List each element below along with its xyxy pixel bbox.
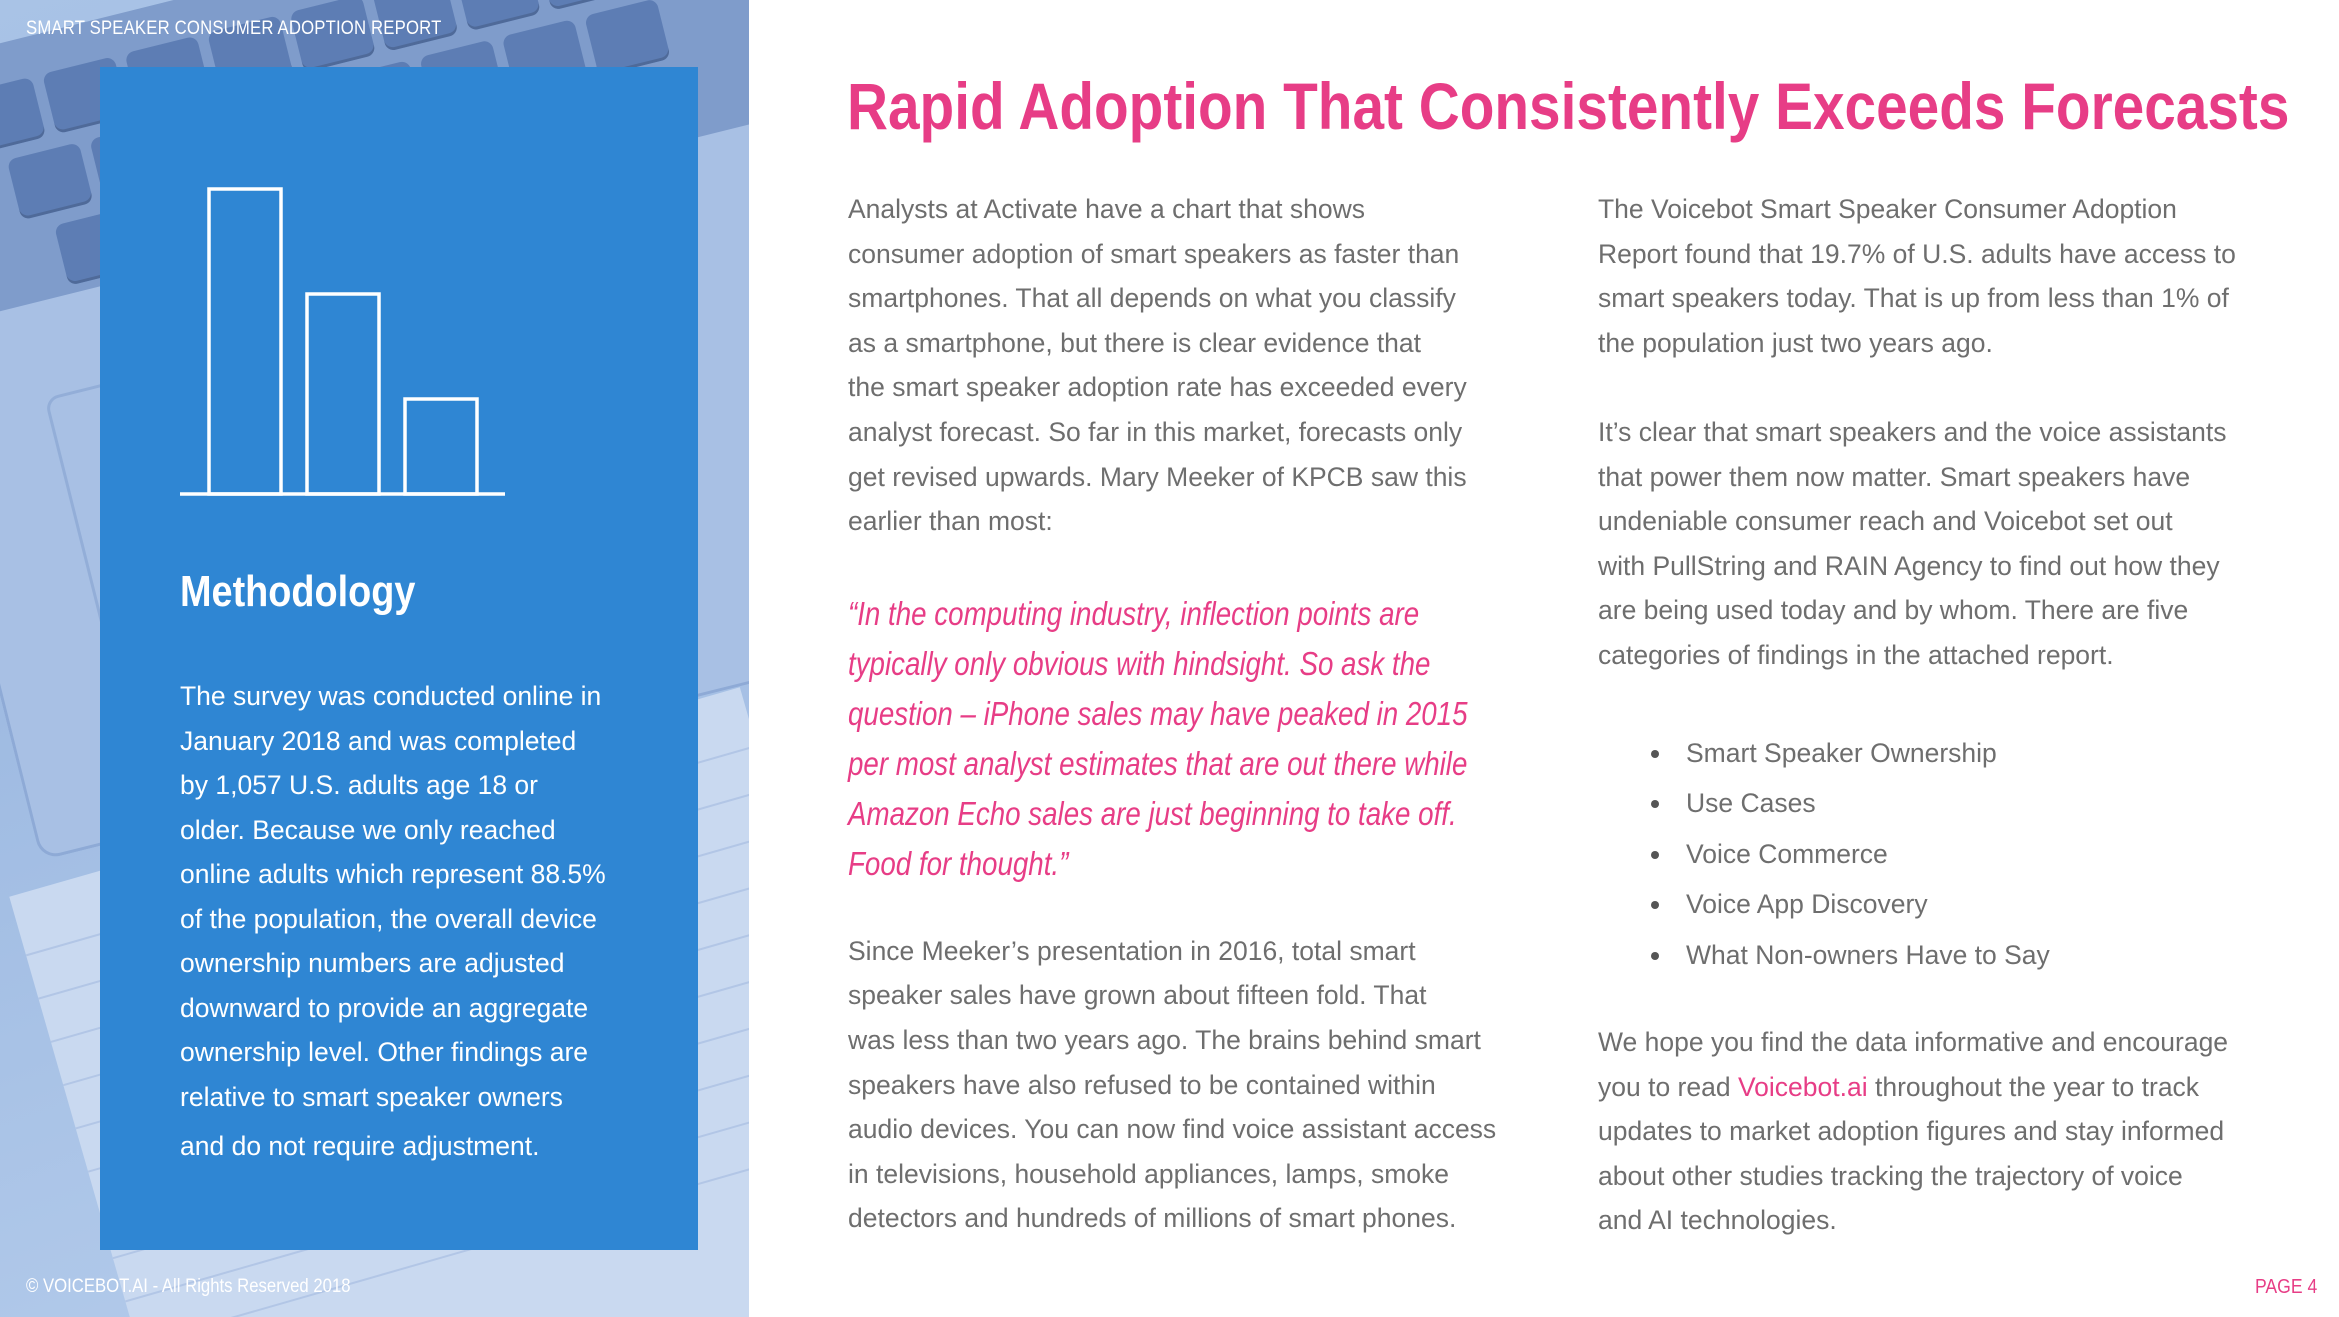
methodology-line: older. Because we only reached: [180, 814, 556, 845]
text-line: updates to market adoption figures and stay informed: [1598, 1116, 2225, 1147]
text-line: Since Meeker’s presentation in 2016, total smart: [848, 935, 1416, 966]
text-line: Report found that 19.7% of U.S. adults have access to: [1598, 238, 2236, 269]
left-text-column: [848, 187, 1508, 1241]
quote-line: per most analyst estimates that are out there while: [848, 744, 1468, 782]
methodology-line: ownership numbers are adjusted: [180, 948, 565, 978]
growth-paragraph: [848, 929, 1508, 1241]
meeker-quote: [848, 589, 1470, 889]
closing-paragraph: [1598, 1020, 2258, 1243]
text-line: smartphones. That all depends on what you classify: [848, 283, 1456, 314]
list-item: Smart Speaker Ownership: [1598, 728, 2258, 779]
list-item: What Non-owners Have to Say: [1598, 930, 2258, 981]
methodology-line: ownership level. Other findings are: [180, 1037, 589, 1067]
text-line: The Voicebot Smart Speaker Consumer Adoption: [1598, 194, 2177, 224]
text-line: It’s clear that smart speakers and the voice assistants: [1598, 416, 2227, 447]
methodology-line: and do not require adjustment.: [180, 1131, 540, 1161]
list-item: Voice App Discovery: [1598, 879, 2258, 930]
text-line: detectors and hundreds of millions of smart phones.: [848, 1203, 1457, 1234]
text-line-with-link: [1598, 1065, 2258, 1110]
methodology-line: downward to provide an aggregate: [180, 992, 589, 1023]
voicebot-link[interactable]: Voicebot.ai: [1737, 1071, 1868, 1102]
text-line: get revised upwards. Mary Meeker of KPCB saw this: [848, 461, 1467, 492]
methodology-text: [180, 674, 640, 1169]
text-line: as a smartphone, but there is clear evidence that: [848, 327, 1422, 358]
page-number: PAGE 4: [2255, 1276, 2318, 1298]
intro-paragraph: [848, 187, 1508, 544]
reach-paragraph: [1598, 410, 2258, 678]
report-header: SMART SPEAKER CONSUMER ADOPTION REPORT: [26, 18, 442, 39]
text-line: Analysts at Activate have a chart that shows: [848, 194, 1366, 224]
text-line: We hope you find the data informative and encourage: [1598, 1027, 2229, 1058]
text-line: and AI technologies.: [1598, 1205, 1837, 1236]
findings-paragraph: [1598, 187, 2258, 365]
page-title: Rapid Adoption That Consistently Exceeds Forecasts: [847, 69, 2290, 143]
text-line: the smart speaker adoption rate has exceeded every: [848, 372, 1467, 403]
methodology-panel: [100, 67, 698, 1250]
methodology-line: of the population, the overall device: [180, 903, 597, 934]
text-fragment: throughout the year to track: [1867, 1071, 2200, 1102]
copyright-footer: © VOICEBOT.AI - All Rights Reserved 2018: [26, 1276, 351, 1297]
text-line: that power them now matter. Smart speakers have: [1598, 461, 2191, 492]
quote-line: question – iPhone sales may have peaked in 2015: [848, 694, 1468, 732]
quote-line: “In the computing industry, inflection points are: [848, 594, 1420, 632]
text-line: undeniable consumer reach and Voicebot set out: [1598, 506, 2173, 537]
text-line: with PullString and RAIN Agency to find out how they: [1598, 550, 2220, 581]
text-line: about other studies tracking the trajectory of voice: [1598, 1160, 2183, 1191]
list-item: Use Cases: [1598, 778, 2258, 829]
text-fragment: you to read: [1598, 1071, 1738, 1102]
right-text-column: [1598, 187, 2258, 1243]
methodology-line: by 1,057 U.S. adults age 18 or: [180, 770, 538, 800]
methodology-line: online adults which represent 88.5%: [180, 859, 606, 889]
quote-line: typically only obvious with hindsight. So ask the: [848, 644, 1431, 682]
text-line: earlier than most:: [848, 506, 1053, 537]
methodology-line: relative to smart speaker owners: [180, 1081, 563, 1112]
text-line: in televisions, household appliances, lamps, smoke: [848, 1158, 1449, 1189]
methodology-line: January 2018 and was completed: [180, 725, 577, 756]
quote-line: Amazon Echo sales are just beginning to take off.: [848, 794, 1457, 832]
text-line: categories of findings in the attached report.: [1598, 639, 2114, 670]
bar-chart-icon: [180, 187, 520, 567]
text-line: was less than two years ago. The brains behind smart: [848, 1024, 1481, 1055]
methodology-line: The survey was conducted online in: [180, 681, 602, 711]
text-line: smart speakers today. That is up from less than 1% of: [1598, 283, 2229, 314]
text-line: speakers have also refused to be contained within: [848, 1069, 1436, 1100]
findings-list: [1598, 728, 2258, 981]
methodology-title: Methodology: [180, 567, 416, 616]
list-item: Voice Commerce: [1598, 829, 2258, 880]
text-line: are being used today and by whom. There are five: [1598, 595, 2189, 626]
text-line: analyst forecast. So far in this market, forecasts only: [848, 416, 1463, 447]
text-line: speaker sales have grown about fifteen fold. That: [848, 980, 1427, 1011]
text-line: audio devices. You can now find voice assistant access: [848, 1114, 1497, 1145]
text-line: the population just two years ago.: [1598, 327, 1993, 358]
text-line: consumer adoption of smart speakers as faster than: [848, 238, 1460, 269]
quote-line: Food for thought.”: [848, 844, 1069, 882]
